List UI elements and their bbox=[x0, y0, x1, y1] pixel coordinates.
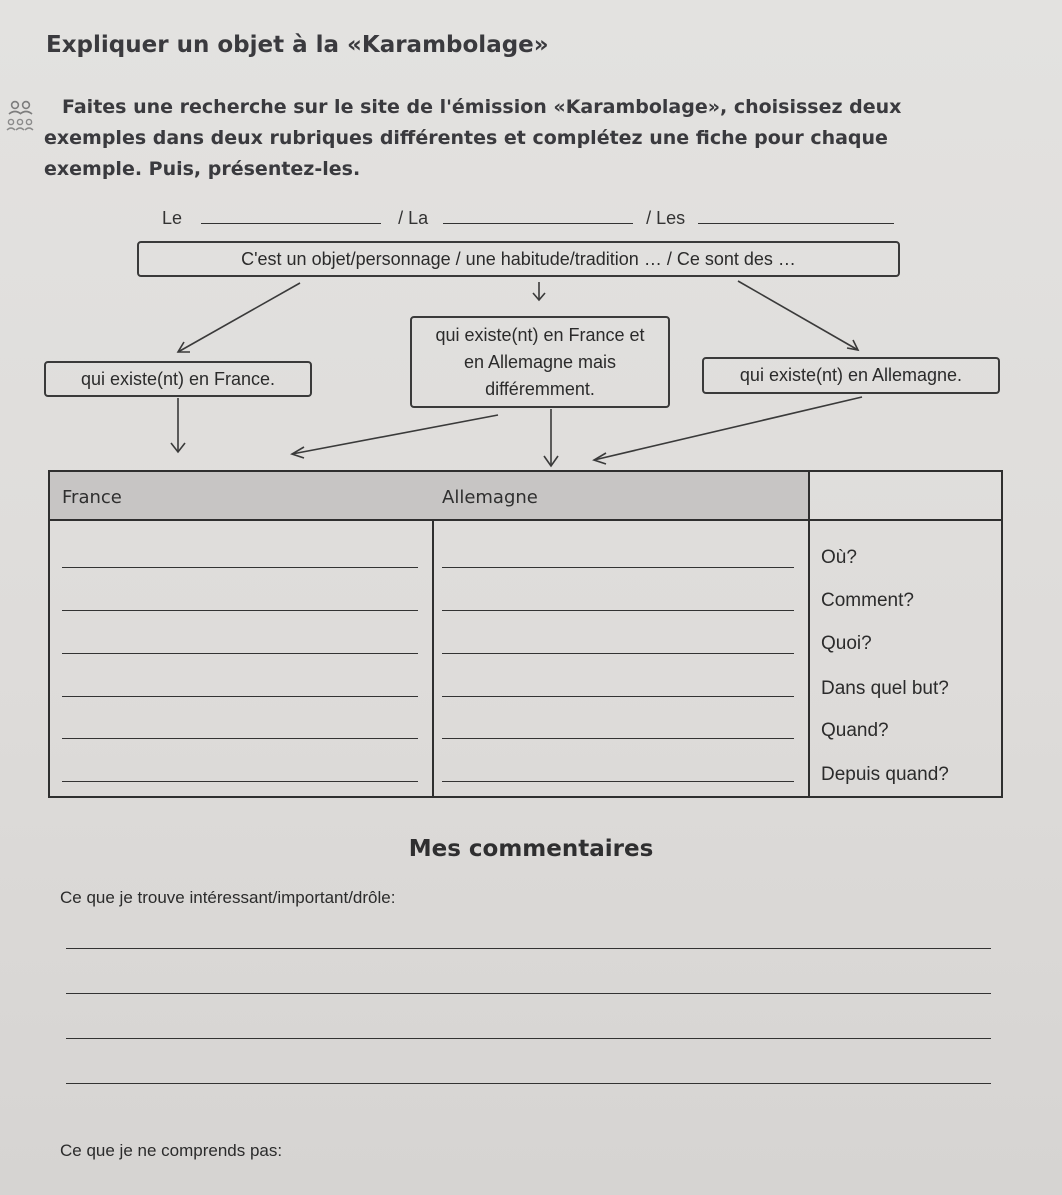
allemagne-blank-2[interactable] bbox=[442, 610, 794, 611]
france-blank-1[interactable] bbox=[62, 567, 418, 568]
header-france: France bbox=[62, 487, 122, 508]
comment-line-1[interactable] bbox=[66, 948, 991, 949]
header-allemagne: Allemagne bbox=[442, 487, 538, 508]
allemagne-blank-1[interactable] bbox=[442, 567, 794, 568]
instruction-line-2: exemples dans deux rubriques différentes et complétez une fiche pour chaque bbox=[44, 127, 888, 149]
instruction-line-1: Faites une recherche sur le site de l'émission «Karambolage», choisissez deux bbox=[62, 96, 902, 118]
comment-line-3[interactable] bbox=[66, 1038, 991, 1039]
instruction-line-3: exemple. Puis, présentez-les. bbox=[44, 158, 361, 180]
article-le: Le bbox=[162, 208, 183, 228]
both-line-1: qui existe(nt) en France et bbox=[435, 324, 645, 345]
interesting-label: Ce que je trouve intéressant/important/drôle: bbox=[60, 888, 396, 907]
both-line-3: différemment. bbox=[485, 378, 595, 399]
france-blank-6[interactable] bbox=[62, 781, 418, 782]
article-les: / Les bbox=[646, 208, 686, 228]
both-countries-box bbox=[410, 316, 670, 408]
allemagne-blank-3[interactable] bbox=[442, 653, 794, 654]
question-ou: Où? bbox=[821, 547, 857, 568]
table-divider-1 bbox=[432, 520, 434, 796]
comments-title: Mes commentaires bbox=[408, 836, 654, 862]
page-title: Expliquer un objet à la «Karambolage» bbox=[46, 32, 549, 58]
allemagne-blank-4[interactable] bbox=[442, 696, 794, 697]
allemagne-blank-5[interactable] bbox=[442, 738, 794, 739]
france-blank-2[interactable] bbox=[62, 610, 418, 611]
table-header-shade bbox=[50, 472, 808, 520]
table-divider-2 bbox=[808, 472, 810, 796]
question-comment: Comment? bbox=[821, 590, 914, 611]
question-depuis-quand: Depuis quand? bbox=[821, 764, 949, 785]
both-line-2: en Allemagne mais bbox=[463, 351, 617, 372]
main-definition-box: C'est un objet/personnage / une habitude/tradition … / Ce sont des … bbox=[137, 241, 900, 277]
france-blank-3[interactable] bbox=[62, 653, 418, 654]
table-header-rule bbox=[50, 519, 1001, 521]
question-dans-quel-but: Dans quel but? bbox=[821, 678, 949, 699]
germany-only-box: qui existe(nt) en Allemagne. bbox=[702, 357, 1000, 394]
question-quoi: Quoi? bbox=[821, 633, 872, 654]
france-blank-4[interactable] bbox=[62, 696, 418, 697]
article-la: / La bbox=[398, 208, 429, 228]
not-understood-label: Ce que je ne comprends pas: bbox=[60, 1141, 283, 1160]
question-quand: Quand? bbox=[821, 720, 889, 741]
comment-line-4[interactable] bbox=[66, 1083, 991, 1084]
france-only-box: qui existe(nt) en France. bbox=[44, 361, 312, 397]
comment-line-2[interactable] bbox=[66, 993, 991, 994]
france-blank-5[interactable] bbox=[62, 738, 418, 739]
allemagne-blank-6[interactable] bbox=[442, 781, 794, 782]
comparison-table bbox=[48, 470, 1003, 798]
